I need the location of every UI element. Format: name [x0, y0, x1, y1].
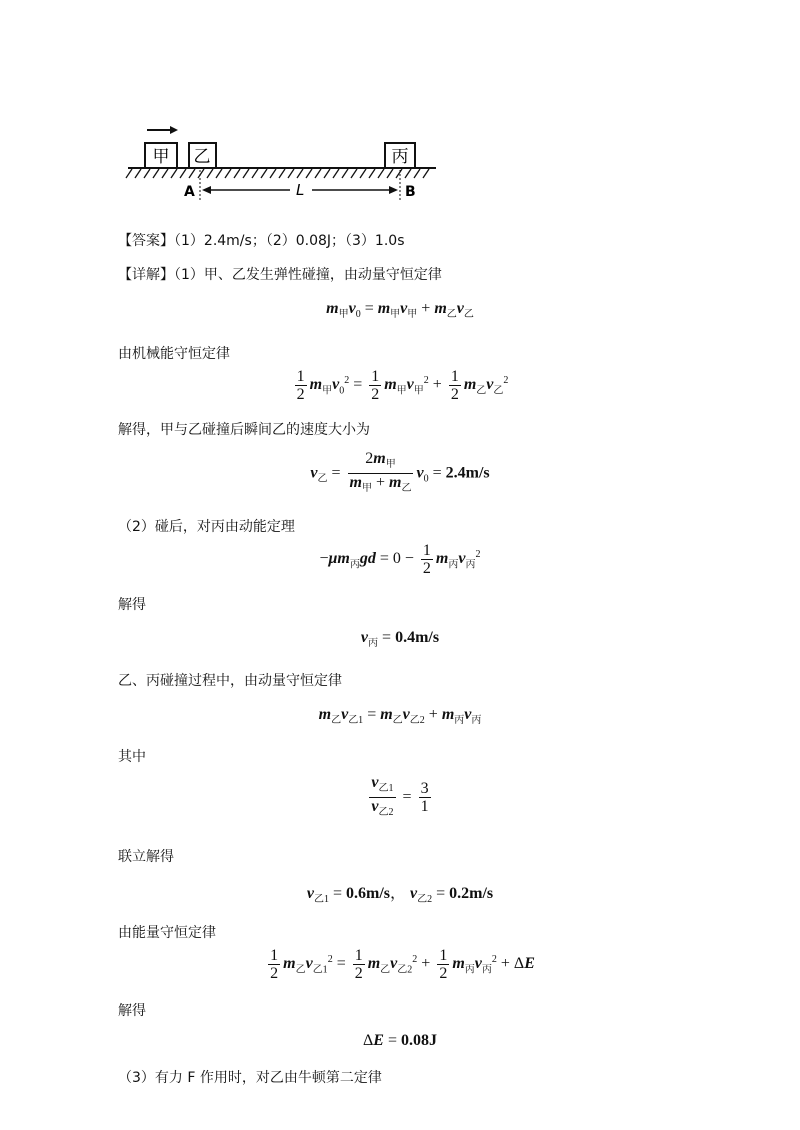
text-solve-1: 解得	[118, 597, 146, 613]
result-delta-E: 0.08J	[401, 1032, 437, 1049]
text-energy-conserve: 由能量守恒定律	[118, 925, 216, 941]
ratio-numerator: 3	[420, 780, 429, 798]
text-part2: （2）碰后，对丙由动能定理	[118, 519, 295, 535]
text-solve-speed: 解得，甲与乙碰撞后瞬间乙的速度大小为	[118, 422, 370, 438]
equation-kinetic-energy: $\frac{1}{2}$ $m_甲v_0^2$ = $\frac{1}{2}$ $m_甲v_甲^2$ + $\frac{1}{2}$ $m_乙v_乙^2$	[296, 368, 509, 403]
equation-ratio: $\frac{v_{乙1}}{v_{乙2}}$ = $\frac{3}{1}$	[371, 774, 429, 819]
block-yi-label: 乙	[193, 147, 211, 167]
equation-v-yi: $v_乙$ = $\frac{2m_甲}{m_甲 + m_乙}$ $v_0 = 2.4m/s$	[310, 450, 490, 495]
text-solve-2: 解得	[118, 1003, 146, 1019]
equation-work-energy: $-\mu m_丙gd = 0$ − $\frac{1}{2}$ $m_丙v_丙^2$	[319, 542, 481, 577]
block-jia-label: 甲	[152, 147, 170, 167]
result-v-bing: 0.4m/s	[395, 629, 440, 646]
equation-energy-conservation: $\frac{1}{2}$ $m_乙v_{乙1}^2$ = $\frac{1}{2}$ $m_乙v_{乙2}^2$ + $\frac{1}{2}$ $m_丙v_丙^2 + \Delta E$	[270, 947, 535, 982]
point-B-label: B	[405, 184, 416, 200]
equation-v-bing: $v_丙 = 0.4m/s$	[360, 629, 440, 650]
result-v2: 0.2m/s	[449, 885, 494, 902]
result-v1: 0.6m/s	[345, 885, 390, 902]
answer-line: 【答案】（1）2.4m/s；（2）0.08J；（3）1.0s	[118, 233, 405, 249]
text-collision: 乙、丙碰撞过程中，由动量守恒定律	[118, 673, 342, 689]
text-energy-law: 由机械能守恒定律	[118, 346, 230, 362]
point-A-label: A	[184, 184, 195, 200]
equation-delta-E: ΔE = 0.08J	[363, 1032, 437, 1049]
equation-v1-v2: $v_{乙1} = 0.6m/s$， $v_{乙2} = 0.2m/s$	[306, 885, 494, 906]
velocity-arrow	[147, 126, 178, 134]
result-v-yi: 2.4m/s	[445, 464, 490, 482]
problem-figure	[0, 0, 800, 220]
ground-hatching	[126, 169, 429, 178]
distance-L-label: L	[296, 181, 305, 199]
ratio-denominator: 1	[420, 798, 429, 816]
text-combine: 联立解得	[118, 849, 174, 865]
equation-momentum-2: $m_乙v_{乙1} = m_乙v_{乙2} + m_丙v_丙$	[318, 706, 482, 727]
equation-momentum-1: $m_甲v_0 = m_甲v_甲 + m_乙v_乙$	[326, 300, 474, 321]
detail-line: 【详解】（1）甲、乙发生弹性碰撞，由动量守恒定律	[118, 267, 442, 283]
text-part3: （3）有力 F 作用时，对乙由牛顿第二定律	[118, 1070, 382, 1086]
text-among: 其中	[118, 749, 146, 765]
block-bing-label: 丙	[391, 147, 409, 167]
